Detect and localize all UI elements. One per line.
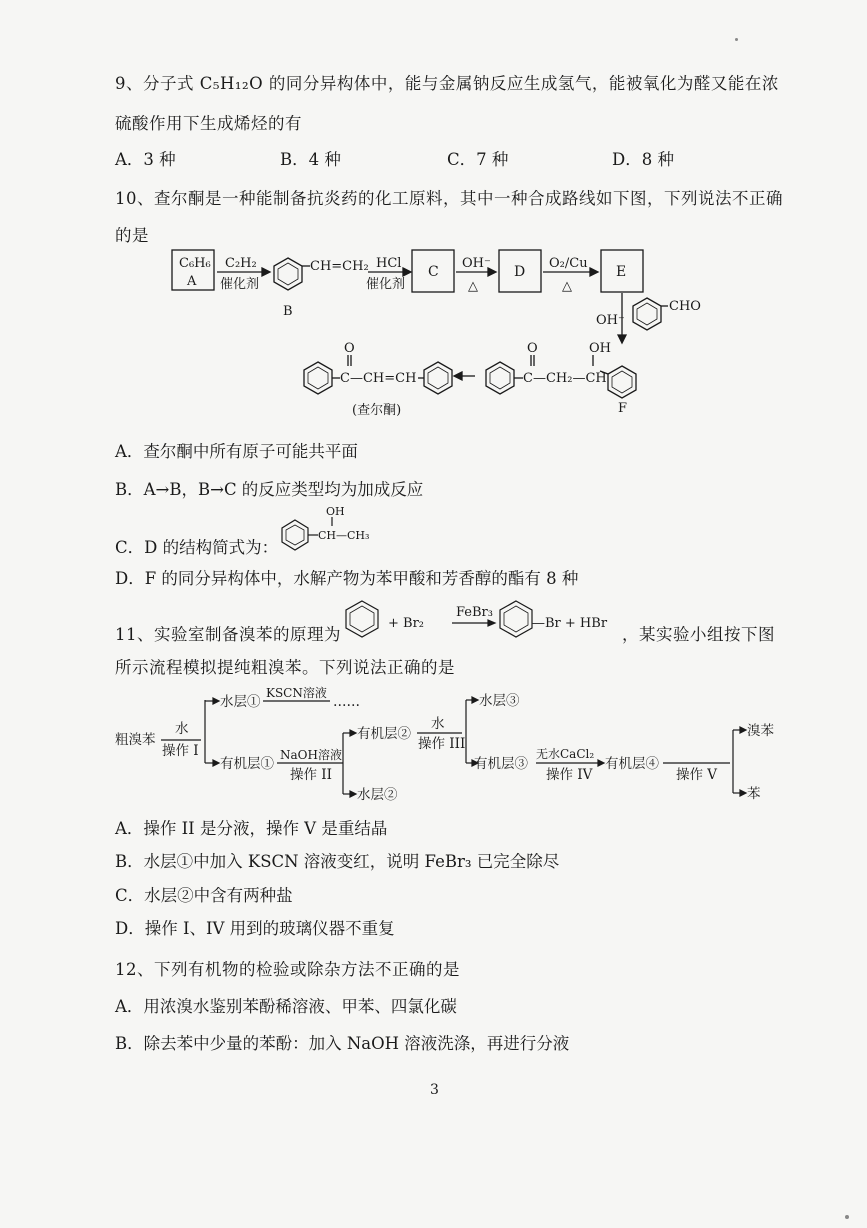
- scheme-aldehyde-group: CHO: [669, 299, 701, 314]
- q11-stem-line2: 所示流程模拟提纯粗溴苯。下列说法正确的是: [115, 658, 455, 677]
- scheme-f-carbonyl-o: O: [527, 341, 538, 356]
- flow-op4: 操作 IV: [546, 767, 593, 783]
- flow-op2: 操作 II: [290, 767, 332, 783]
- q10-option-c-structure: [270, 504, 380, 554]
- scheme-reagent1-bottom: 催化剂: [220, 277, 260, 292]
- q10-option-d: D．F 的同分异构体中，水解产物为苯甲酸和芳香醇的酯有 8 种: [115, 569, 579, 588]
- scheme-chalcone-chain: C—CH=CH: [340, 371, 417, 386]
- q11-option-a: A．操作 II 是分液，操作 V 是重结晶: [115, 819, 388, 838]
- scheme-reagent2-top: HCl: [376, 256, 402, 271]
- equation-product: —Br + HBr: [532, 616, 608, 631]
- page-number: 3: [430, 1082, 439, 1098]
- q11-option-c: C．水层②中含有两种盐: [115, 886, 293, 905]
- flow-aq3: 水层③: [479, 693, 520, 709]
- q10-synthesis-scheme: [0, 240, 867, 430]
- flow-org2: 有机层②: [357, 726, 411, 742]
- q9-stem-line1: 9、分子式 C₅H₁₂O 的同分异构体中，能与金属钠反应生成氢气，能被氧化为醛又能在浓: [115, 74, 779, 93]
- q11-equation: [338, 596, 618, 644]
- flow-aq2: 水层②: [357, 787, 398, 803]
- flow-naoh: NaOH溶液: [280, 748, 342, 762]
- q9-option-a: A．3 种: [115, 150, 176, 169]
- q11-stem-line1a: 11、实验室制备溴苯的原理为: [115, 625, 341, 644]
- q10-stem-line1: 10、查尔酮是一种能制备抗炎药的化工原料，其中一种合成路线如下图，下列说法不正确: [115, 189, 783, 208]
- scheme-b-substituent: CH=CH₂: [310, 259, 369, 274]
- q11-option-b: B．水层①中加入 KSCN 溶液变红，说明 FeBr₃ 已完全除尽: [115, 852, 560, 871]
- q10-option-a: A．查尔酮中所有原子可能共平面: [115, 442, 358, 461]
- scheme-f-label: F: [618, 401, 628, 416]
- q10-option-c: C．D 的结构简式为：: [115, 538, 279, 557]
- scheme-e-label: E: [616, 264, 627, 280]
- q9-stem-line2: 硫酸作用下生成烯烃的有: [115, 114, 302, 133]
- scheme-reagent1-top: C₂H₂: [225, 256, 257, 271]
- flow-org1: 有机层①: [220, 756, 274, 772]
- equation-plus-br2: + Br₂: [388, 616, 425, 631]
- q12-stem: 12、下列有机物的检验或除杂方法不正确的是: [115, 960, 460, 979]
- scheme-reagent2-bottom: 催化剂: [366, 277, 406, 292]
- flow-op1-bottom: 操作 I: [162, 743, 199, 759]
- scheme-reagent4-bottom: △: [562, 279, 572, 294]
- flow-product-bromobenzene: 溴苯: [747, 723, 774, 739]
- flow-op3-top: 水: [431, 716, 445, 732]
- scheme-reagent5: OH⁻: [596, 313, 625, 328]
- scheme-d-label: D: [514, 264, 526, 280]
- flow-product-benzene: 苯: [747, 786, 761, 802]
- flow-org4: 有机层④: [605, 756, 659, 772]
- q11-stem-line1b: ，某实验小组按下图: [622, 625, 775, 644]
- q9-option-c: C．7 种: [447, 150, 509, 169]
- scheme-chalcone-o: O: [344, 341, 355, 356]
- q9-option-d: D．8 种: [612, 150, 674, 169]
- scan-speck: [735, 38, 738, 41]
- q11-option-d: D．操作 I、IV 用到的玻璃仪器不重复: [115, 919, 395, 938]
- flow-cacl2: 无水CaCl₂: [536, 747, 595, 761]
- flow-start: 粗溴苯: [115, 732, 156, 748]
- q10-stem-line2: 的是: [115, 226, 149, 245]
- scheme-b-label: B: [283, 304, 293, 319]
- flow-dots: ……: [333, 694, 360, 710]
- flow-op5: 操作 V: [676, 767, 718, 783]
- q11-flow-diagram: [0, 680, 867, 805]
- optionc-chain: CH—CH₃: [318, 529, 370, 542]
- q12-option-b: B．除去苯中少量的苯酚：加入 NaOH 溶液洗涤，再进行分液: [115, 1034, 570, 1053]
- scheme-f-hydroxyl: OH: [589, 341, 611, 356]
- equation-catalyst: FeBr₃: [456, 605, 493, 620]
- flow-kscn: KSCN溶液: [266, 686, 327, 700]
- q9-option-b: B．4 种: [280, 150, 341, 169]
- q10-option-b: B．A→B，B→C 的反应类型均为加成反应: [115, 480, 424, 499]
- flow-org3: 有机层③: [474, 756, 528, 772]
- scheme-c-label: C: [428, 264, 439, 280]
- scheme-reagent3-top: OH⁻: [462, 256, 491, 271]
- scheme-chalcone-name: (查尔酮): [352, 403, 402, 418]
- optionc-hydroxyl: OH: [326, 505, 345, 518]
- scheme-a-label: A: [187, 274, 197, 289]
- scheme-reagent4-top: O₂/Cu: [549, 256, 588, 271]
- scheme-reagent3-bottom: △: [468, 279, 478, 294]
- q12-option-a: A．用浓溴水鉴别苯酚稀溶液、甲苯、四氯化碳: [115, 997, 457, 1016]
- flow-op3-bottom: 操作 III: [418, 736, 466, 752]
- flow-op1-top: 水: [175, 721, 189, 737]
- scheme-a-formula: C₆H₆: [179, 256, 211, 271]
- flow-aq1: 水层①: [220, 694, 261, 710]
- scheme-f-chain: C—CH₂—CH: [523, 371, 607, 386]
- scan-speck: [845, 1215, 849, 1219]
